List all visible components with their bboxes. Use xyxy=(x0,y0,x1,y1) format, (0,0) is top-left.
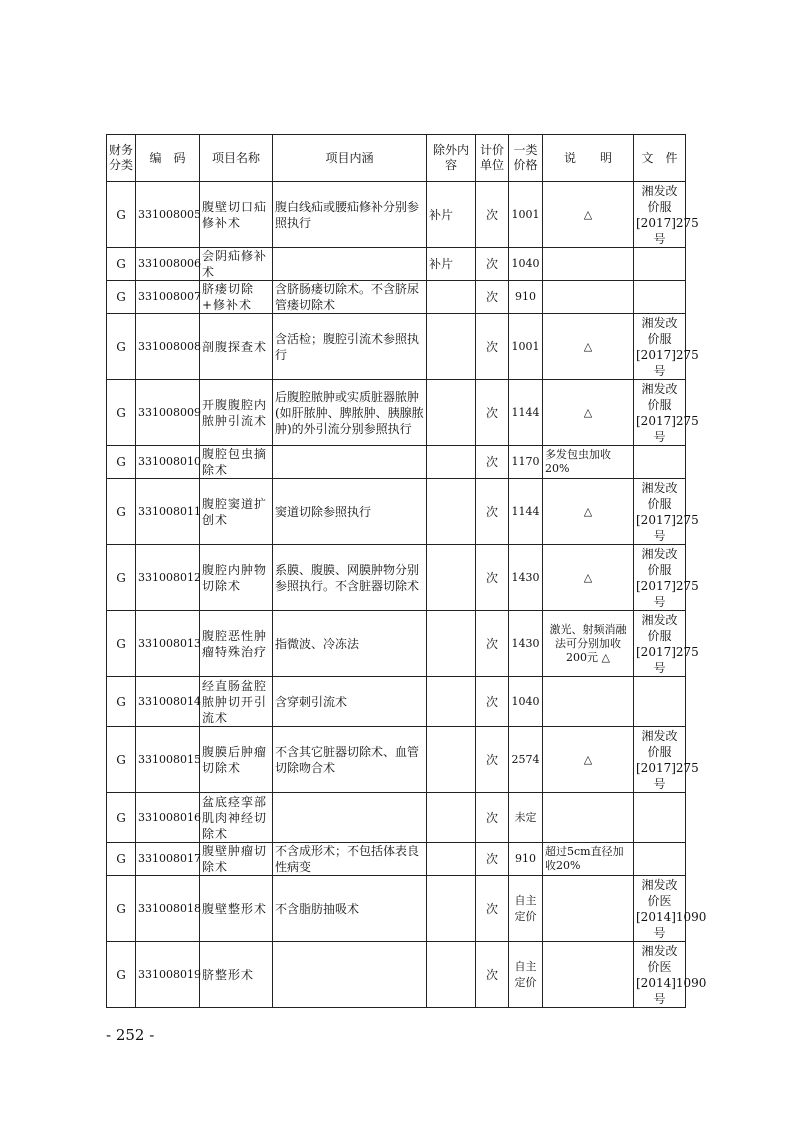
code-cell: 331008007 xyxy=(136,281,200,314)
code-cell: 331008011 xyxy=(136,479,200,545)
cat-cell: G xyxy=(107,446,136,479)
desc-cell xyxy=(543,793,634,843)
excl-cell xyxy=(427,446,476,479)
header-cell: 文 件 xyxy=(634,135,686,182)
file-cell xyxy=(634,793,686,843)
unit-cell: 次 xyxy=(476,727,509,793)
price-cell: 1144 xyxy=(509,380,543,446)
name-cell: 会阴疝修补术 xyxy=(200,248,273,281)
excl-cell xyxy=(427,314,476,380)
table-row xyxy=(107,182,686,248)
code-cell: 331008016 xyxy=(136,793,200,843)
name-cell: 腹腔包虫摘除术 xyxy=(200,446,273,479)
cat-cell: G xyxy=(107,611,136,677)
desc-cell: 多发包虫加收20% xyxy=(543,446,634,479)
file-cell: 湘发改价服[2017]275号 xyxy=(634,611,686,677)
code-cell: 331008019 xyxy=(136,942,200,1008)
name-cell: 腹腔恶性肿瘤特殊治疗 xyxy=(200,611,273,677)
excl-cell: 补片 xyxy=(427,248,476,281)
name-cell: 腹壁整形术 xyxy=(200,876,273,942)
code-cell: 331008010 xyxy=(136,446,200,479)
code-cell: 331008005 xyxy=(136,182,200,248)
excl-cell xyxy=(427,479,476,545)
price-cell: 1040 xyxy=(509,248,543,281)
excl-cell xyxy=(427,677,476,727)
desc-cell: △ xyxy=(543,479,634,545)
code-cell: 331008018 xyxy=(136,876,200,942)
cat-cell: G xyxy=(107,677,136,727)
excl-cell xyxy=(427,611,476,677)
price-cell: 1430 xyxy=(509,545,543,611)
cat-cell: G xyxy=(107,793,136,843)
excl-cell xyxy=(427,942,476,1008)
file-cell xyxy=(634,446,686,479)
price-cell: 自主定价 xyxy=(509,942,543,1008)
table-row xyxy=(107,677,686,727)
desc-cell: △ xyxy=(543,545,634,611)
table-row xyxy=(107,314,686,380)
header-cell: 项目名称 xyxy=(200,135,273,182)
unit-cell: 次 xyxy=(476,793,509,843)
cat-cell: G xyxy=(107,479,136,545)
price-cell: 910 xyxy=(509,281,543,314)
unit-cell: 次 xyxy=(476,380,509,446)
note-cell: 含活检；腹腔引流术参照执行 xyxy=(273,314,427,380)
note-cell: 腹白线疝或腰疝修补分别参照执行 xyxy=(273,182,427,248)
code-cell: 331008014 xyxy=(136,677,200,727)
excl-cell xyxy=(427,843,476,876)
file-cell: 湘发改价服[2017]275号 xyxy=(634,182,686,248)
table-row xyxy=(107,545,686,611)
table-row xyxy=(107,843,686,876)
desc-cell xyxy=(543,942,634,1008)
unit-cell: 次 xyxy=(476,545,509,611)
price-cell: 自主定价 xyxy=(509,876,543,942)
table-row xyxy=(107,446,686,479)
excl-cell xyxy=(427,727,476,793)
cat-cell: G xyxy=(107,545,136,611)
cat-cell: G xyxy=(107,182,136,248)
header-cell: 计价单位 xyxy=(476,135,509,182)
page-number: - 252 - xyxy=(106,1026,155,1044)
header-cell: 项目内涵 xyxy=(273,135,427,182)
header-cell: 说 明 xyxy=(543,135,634,182)
price-cell: 1001 xyxy=(509,182,543,248)
desc-cell: △ xyxy=(543,380,634,446)
name-cell: 脐整形术 xyxy=(200,942,273,1008)
excl-cell xyxy=(427,380,476,446)
code-cell: 331008006 xyxy=(136,248,200,281)
unit-cell: 次 xyxy=(476,314,509,380)
unit-cell: 次 xyxy=(476,479,509,545)
note-cell xyxy=(273,942,427,1008)
price-cell: 未定 xyxy=(509,793,543,843)
unit-cell: 次 xyxy=(476,446,509,479)
unit-cell: 次 xyxy=(476,843,509,876)
unit-cell: 次 xyxy=(476,677,509,727)
fee-table xyxy=(106,134,707,1008)
file-cell: 湘发改价服[2017]275号 xyxy=(634,727,686,793)
name-cell: 腹膜后肿瘤切除术 xyxy=(200,727,273,793)
code-cell: 331008015 xyxy=(136,727,200,793)
table-row xyxy=(107,942,686,1008)
file-cell: 湘发改价服[2017]275号 xyxy=(634,545,686,611)
header-cell: 编 码 xyxy=(136,135,200,182)
name-cell: 腹壁切口疝修补术 xyxy=(200,182,273,248)
note-cell: 窦道切除参照执行 xyxy=(273,479,427,545)
cat-cell: G xyxy=(107,876,136,942)
header-cell: 除外内容 xyxy=(427,135,476,182)
cat-cell: G xyxy=(107,281,136,314)
file-cell xyxy=(634,281,686,314)
price-cell: 1144 xyxy=(509,479,543,545)
note-cell: 指微波、冷冻法 xyxy=(273,611,427,677)
cat-cell: G xyxy=(107,727,136,793)
note-cell xyxy=(273,446,427,479)
desc-cell: △ xyxy=(543,727,634,793)
code-cell: 331008013 xyxy=(136,611,200,677)
cat-cell: G xyxy=(107,314,136,380)
name-cell: 剖腹探查术 xyxy=(200,314,273,380)
cat-cell: G xyxy=(107,942,136,1008)
note-cell: 含穿刺引流术 xyxy=(273,677,427,727)
cat-cell: G xyxy=(107,843,136,876)
file-cell xyxy=(634,843,686,876)
file-cell: 湘发改价服[2017]275号 xyxy=(634,380,686,446)
desc-cell xyxy=(543,281,634,314)
price-cell: 1170 xyxy=(509,446,543,479)
table-row xyxy=(107,611,686,677)
name-cell: 腹腔内肿物切除术 xyxy=(200,545,273,611)
name-cell: 盆底痉挛部肌肉神经切除术 xyxy=(200,793,273,843)
note-cell: 不含脂肪抽吸术 xyxy=(273,876,427,942)
code-cell: 331008017 xyxy=(136,843,200,876)
note-cell xyxy=(273,793,427,843)
desc-cell: 超过5cm直径加收20% xyxy=(543,843,634,876)
file-cell xyxy=(634,248,686,281)
price-cell: 2574 xyxy=(509,727,543,793)
desc-cell: △ xyxy=(543,182,634,248)
cat-cell: G xyxy=(107,380,136,446)
note-cell: 不含其它脏器切除术、血管切除吻合术 xyxy=(273,727,427,793)
note-cell: 不含成形术；不包括体表良性病变 xyxy=(273,843,427,876)
file-cell: 湘发改价医[2014]1090号 xyxy=(634,942,686,1008)
table-row xyxy=(107,248,686,281)
code-cell: 331008008 xyxy=(136,314,200,380)
name-cell: 腹壁肿瘤切除术 xyxy=(200,843,273,876)
excl-cell: 补片 xyxy=(427,182,476,248)
file-cell: 湘发改价服[2017]275号 xyxy=(634,479,686,545)
desc-cell: △ xyxy=(543,314,634,380)
note-cell: 后腹腔脓肿或实质脏器脓肿(如肝脓肿、脾脓肿、胰腺脓肿)的外引流分别参照执行 xyxy=(273,380,427,446)
cat-cell: G xyxy=(107,248,136,281)
name-cell: 开腹腹腔内脓肿引流术 xyxy=(200,380,273,446)
code-cell: 331008012 xyxy=(136,545,200,611)
desc-cell xyxy=(543,248,634,281)
unit-cell: 次 xyxy=(476,611,509,677)
desc-cell xyxy=(543,876,634,942)
file-cell: 湘发改价服[2017]275号 xyxy=(634,314,686,380)
file-cell xyxy=(634,677,686,727)
price-cell: 1001 xyxy=(509,314,543,380)
table-row xyxy=(107,479,686,545)
unit-cell: 次 xyxy=(476,248,509,281)
table-row xyxy=(107,727,686,793)
name-cell: 脐瘘切除+修补术 xyxy=(200,281,273,314)
excl-cell xyxy=(427,545,476,611)
header-cell: 财务分类 xyxy=(107,135,136,182)
desc-cell: 激光、射频消融法可分别加收200元 △ xyxy=(543,611,634,677)
name-cell: 经直肠盆腔脓肿切开引流术 xyxy=(200,677,273,727)
unit-cell: 次 xyxy=(476,942,509,1008)
name-cell: 腹腔窦道扩创术 xyxy=(200,479,273,545)
excl-cell xyxy=(427,876,476,942)
excl-cell xyxy=(427,793,476,843)
header-row xyxy=(107,135,686,182)
code-cell: 331008009 xyxy=(136,380,200,446)
unit-cell: 次 xyxy=(476,876,509,942)
desc-cell xyxy=(543,677,634,727)
note-cell xyxy=(273,248,427,281)
table-row xyxy=(107,281,686,314)
price-cell: 1430 xyxy=(509,611,543,677)
unit-cell: 次 xyxy=(476,281,509,314)
table-row xyxy=(107,793,686,843)
note-cell: 含脐肠瘘切除术。不含脐尿管瘘切除术 xyxy=(273,281,427,314)
file-cell: 湘发改价医[2014]1090号 xyxy=(634,876,686,942)
excl-cell xyxy=(427,281,476,314)
price-cell: 910 xyxy=(509,843,543,876)
note-cell: 系膜、腹膜、网膜肿物分别参照执行。不含脏器切除术 xyxy=(273,545,427,611)
table-row xyxy=(107,380,686,446)
table-row xyxy=(107,876,686,942)
unit-cell: 次 xyxy=(476,182,509,248)
price-cell: 1040 xyxy=(509,677,543,727)
header-cell: 一类价格 xyxy=(509,135,543,182)
